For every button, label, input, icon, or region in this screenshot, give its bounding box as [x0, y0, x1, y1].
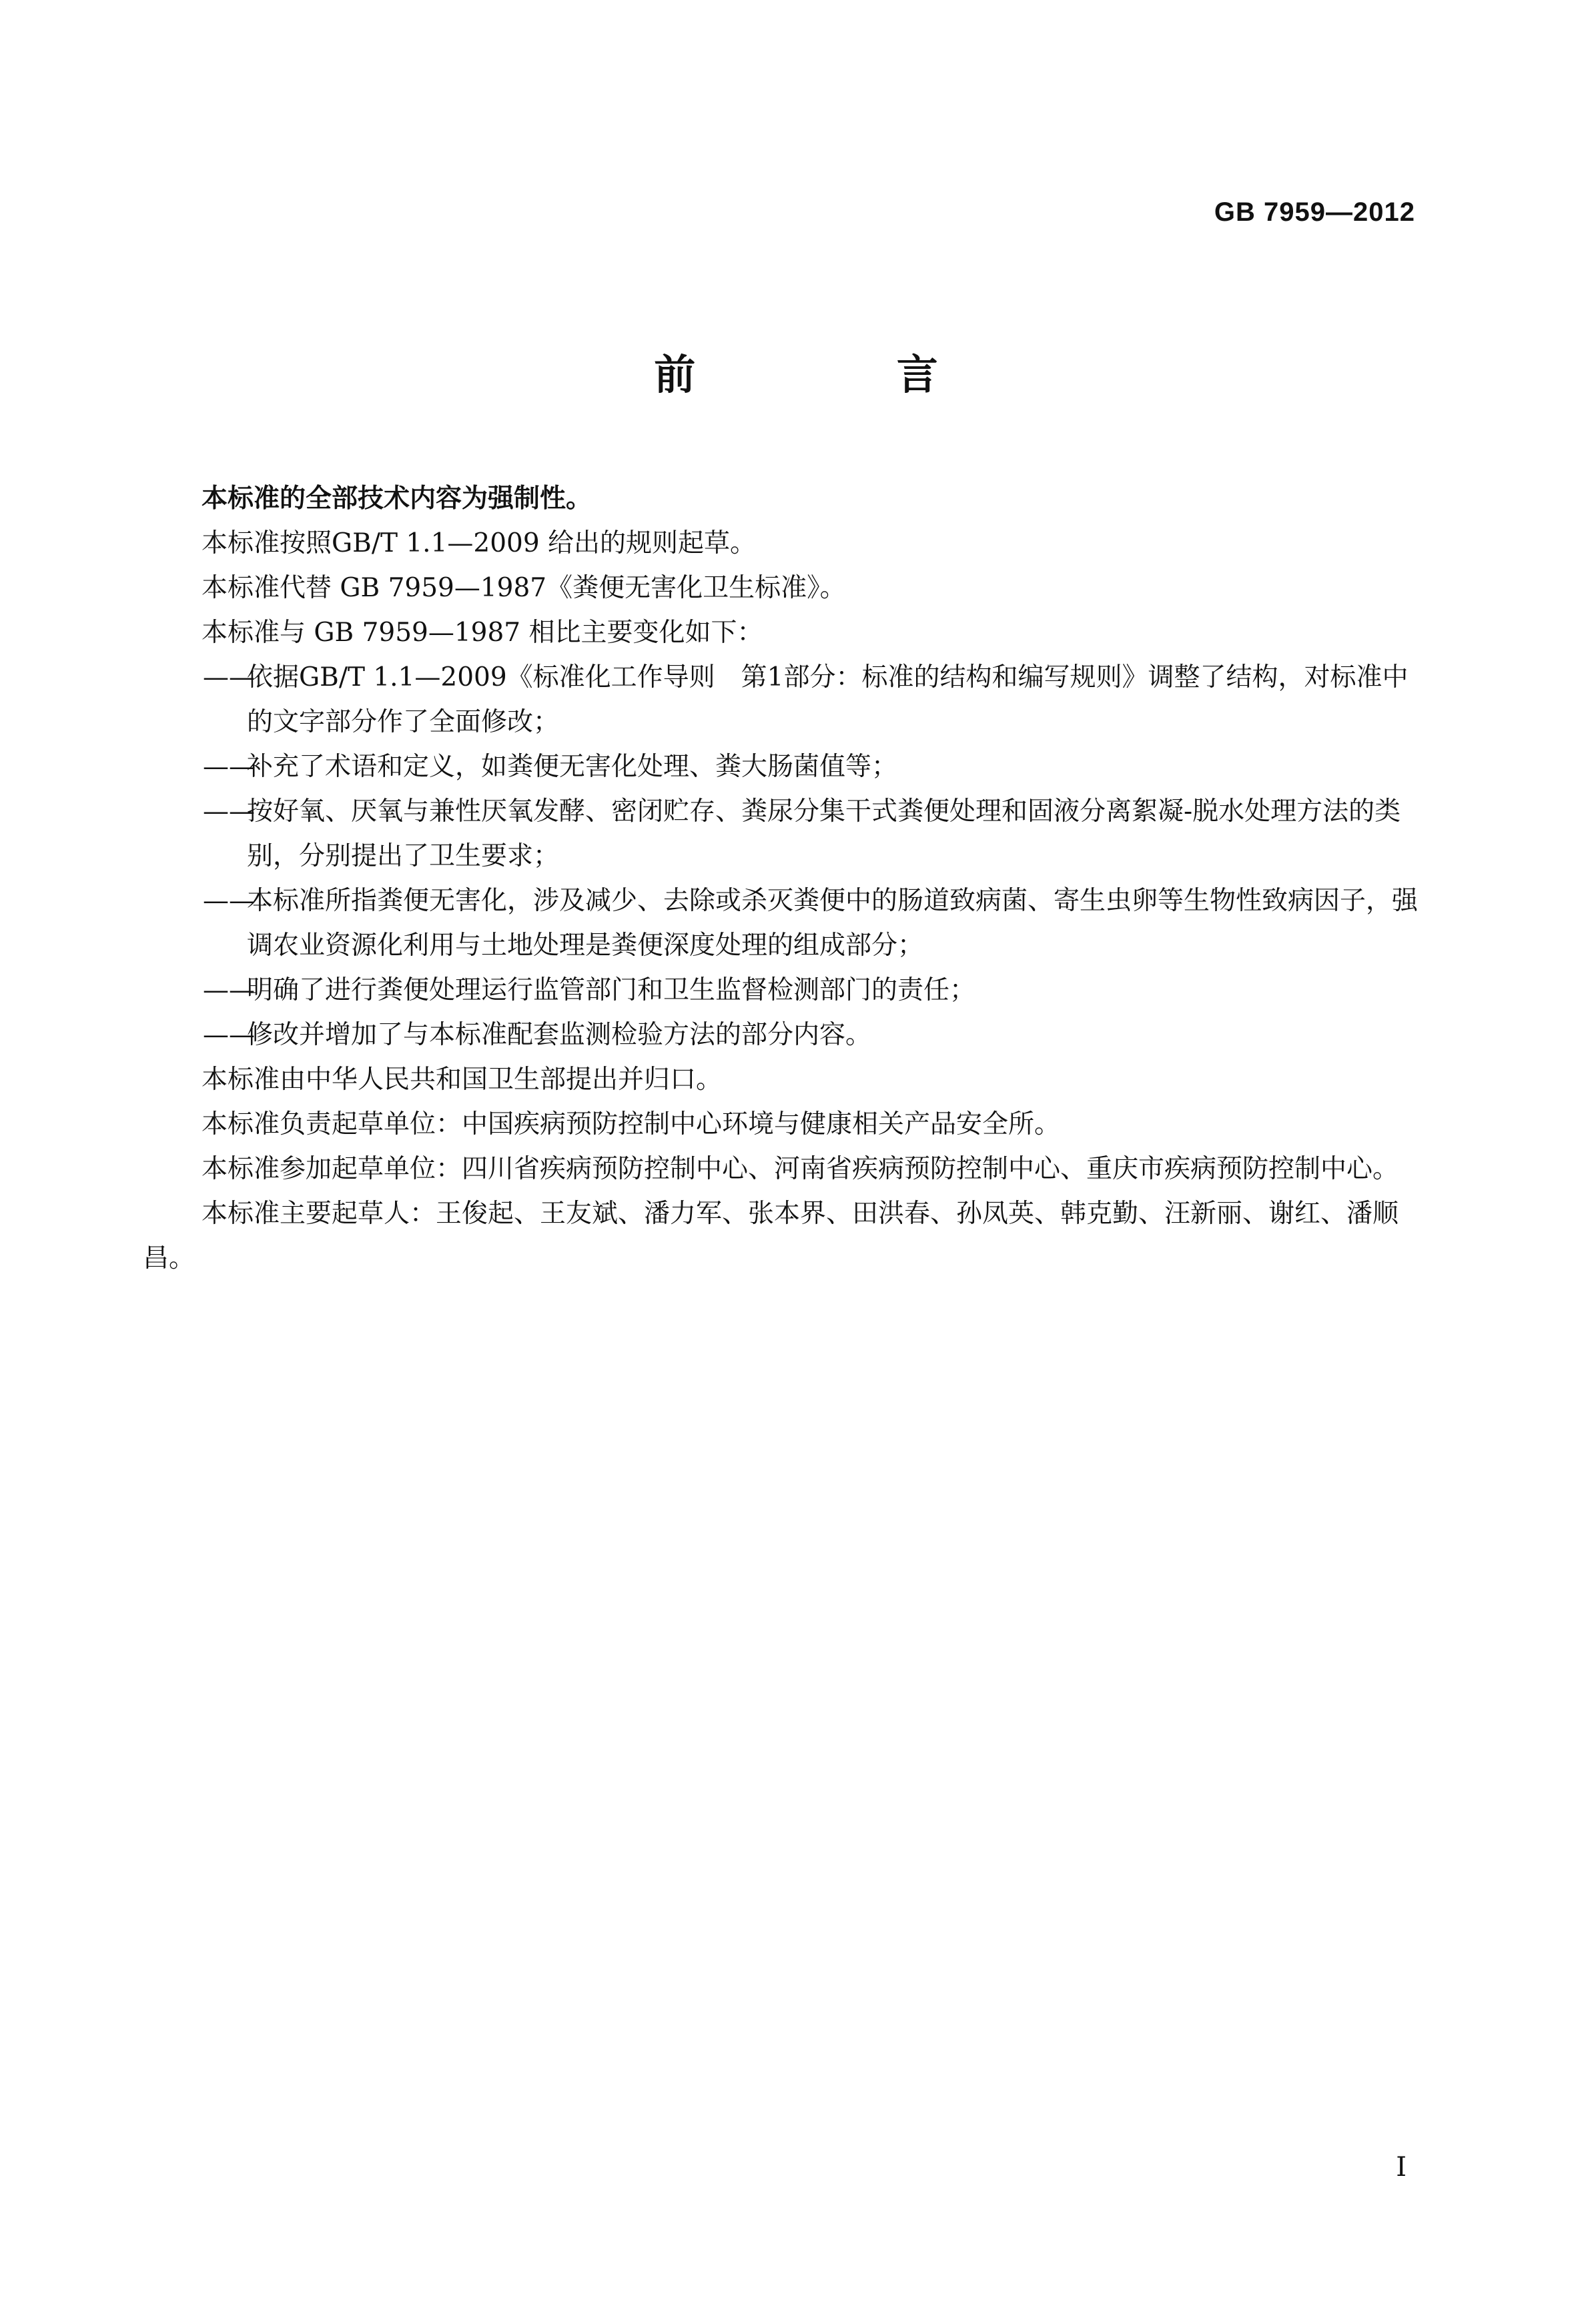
intro-paragraph-changes-heading: 本标准与 GB 7959—1987 相比主要变化如下：: [202, 618, 763, 648]
intro-paragraph-replaces: 本标准代替 GB 7959—1987《粪便无害化卫生标准》。: [202, 573, 846, 603]
list-item: [203, 655, 1423, 744]
outro-paragraph-responsible-unit: 本标准负责起草单位：中国疾病预防控制中心环境与健康相关产品安全所。: [202, 1109, 1061, 1139]
intro-paragraph-drafting-rules: 本标准按照GB/T 1.1—2009 给出的规则起草。: [202, 528, 757, 558]
dash-marker: ——: [203, 975, 255, 1005]
list-item: [203, 968, 1423, 1013]
page-title: 前 言: [654, 350, 1032, 399]
dash-marker: ——: [203, 662, 255, 692]
list-item-text: 本标准所指粪便无害化，涉及减少、去除或杀灭粪便中的肠道致病菌、寄生虫卵等生物性致病因子，强调农业资源化利用与土地处理是粪便深度处理的组成部分；: [247, 886, 1419, 961]
list-item-text: 修改并增加了与本标准配套监测检验方法的部分内容。: [247, 1020, 872, 1050]
changes-list: [143, 655, 1423, 1057]
dash-marker: ——: [203, 886, 255, 916]
outro-paragraph-drafters: 本标准主要起草人：王俊起、王友斌、潘力军、张本界、田洪春、孙凤英、韩克勤、汪新丽、谢红、潘顺昌。: [143, 1199, 1399, 1273]
list-item: [203, 1013, 1423, 1057]
list-item-text: 依据GB/T 1.1—2009《标准化工作导则 第1部分：标准的结构和编写规则》调整了结构，对标准中的文字部分作了全面修改；: [247, 662, 1409, 737]
dash-marker: ——: [203, 796, 255, 826]
list-item-text: 补充了术语和定义，如粪便无害化处理、粪大肠菌值等；: [247, 752, 898, 782]
list-item-text: 按好氧、厌氧与兼性厌氧发酵、密闭贮存、粪尿分集干式粪便处理和固液分离絮凝-脱水处理方法的类别，分别提出了卫生要求；: [247, 796, 1401, 871]
document-body: [143, 476, 1423, 1281]
page-number: I: [1396, 2152, 1407, 2183]
list-item: [203, 744, 1423, 789]
standard-code: GB 7959—2012: [1214, 197, 1415, 227]
intro-paragraph-mandatory: 本标准的全部技术内容为强制性。: [202, 484, 592, 514]
list-item-text: 明确了进行粪便处理运行监管部门和卫生监督检测部门的责任；: [247, 975, 976, 1005]
list-item: [203, 789, 1423, 879]
list-item: [203, 879, 1423, 968]
dash-marker: ——: [203, 1020, 255, 1050]
outro-paragraph-participating-units: 本标准参加起草单位：四川省疾病预防控制中心、河南省疾病预防控制中心、重庆市疾病预防控制中心。: [202, 1154, 1399, 1184]
outro-paragraph-proposer: 本标准由中华人民共和国卫生部提出并归口。: [202, 1065, 723, 1095]
dash-marker: ——: [203, 752, 255, 782]
